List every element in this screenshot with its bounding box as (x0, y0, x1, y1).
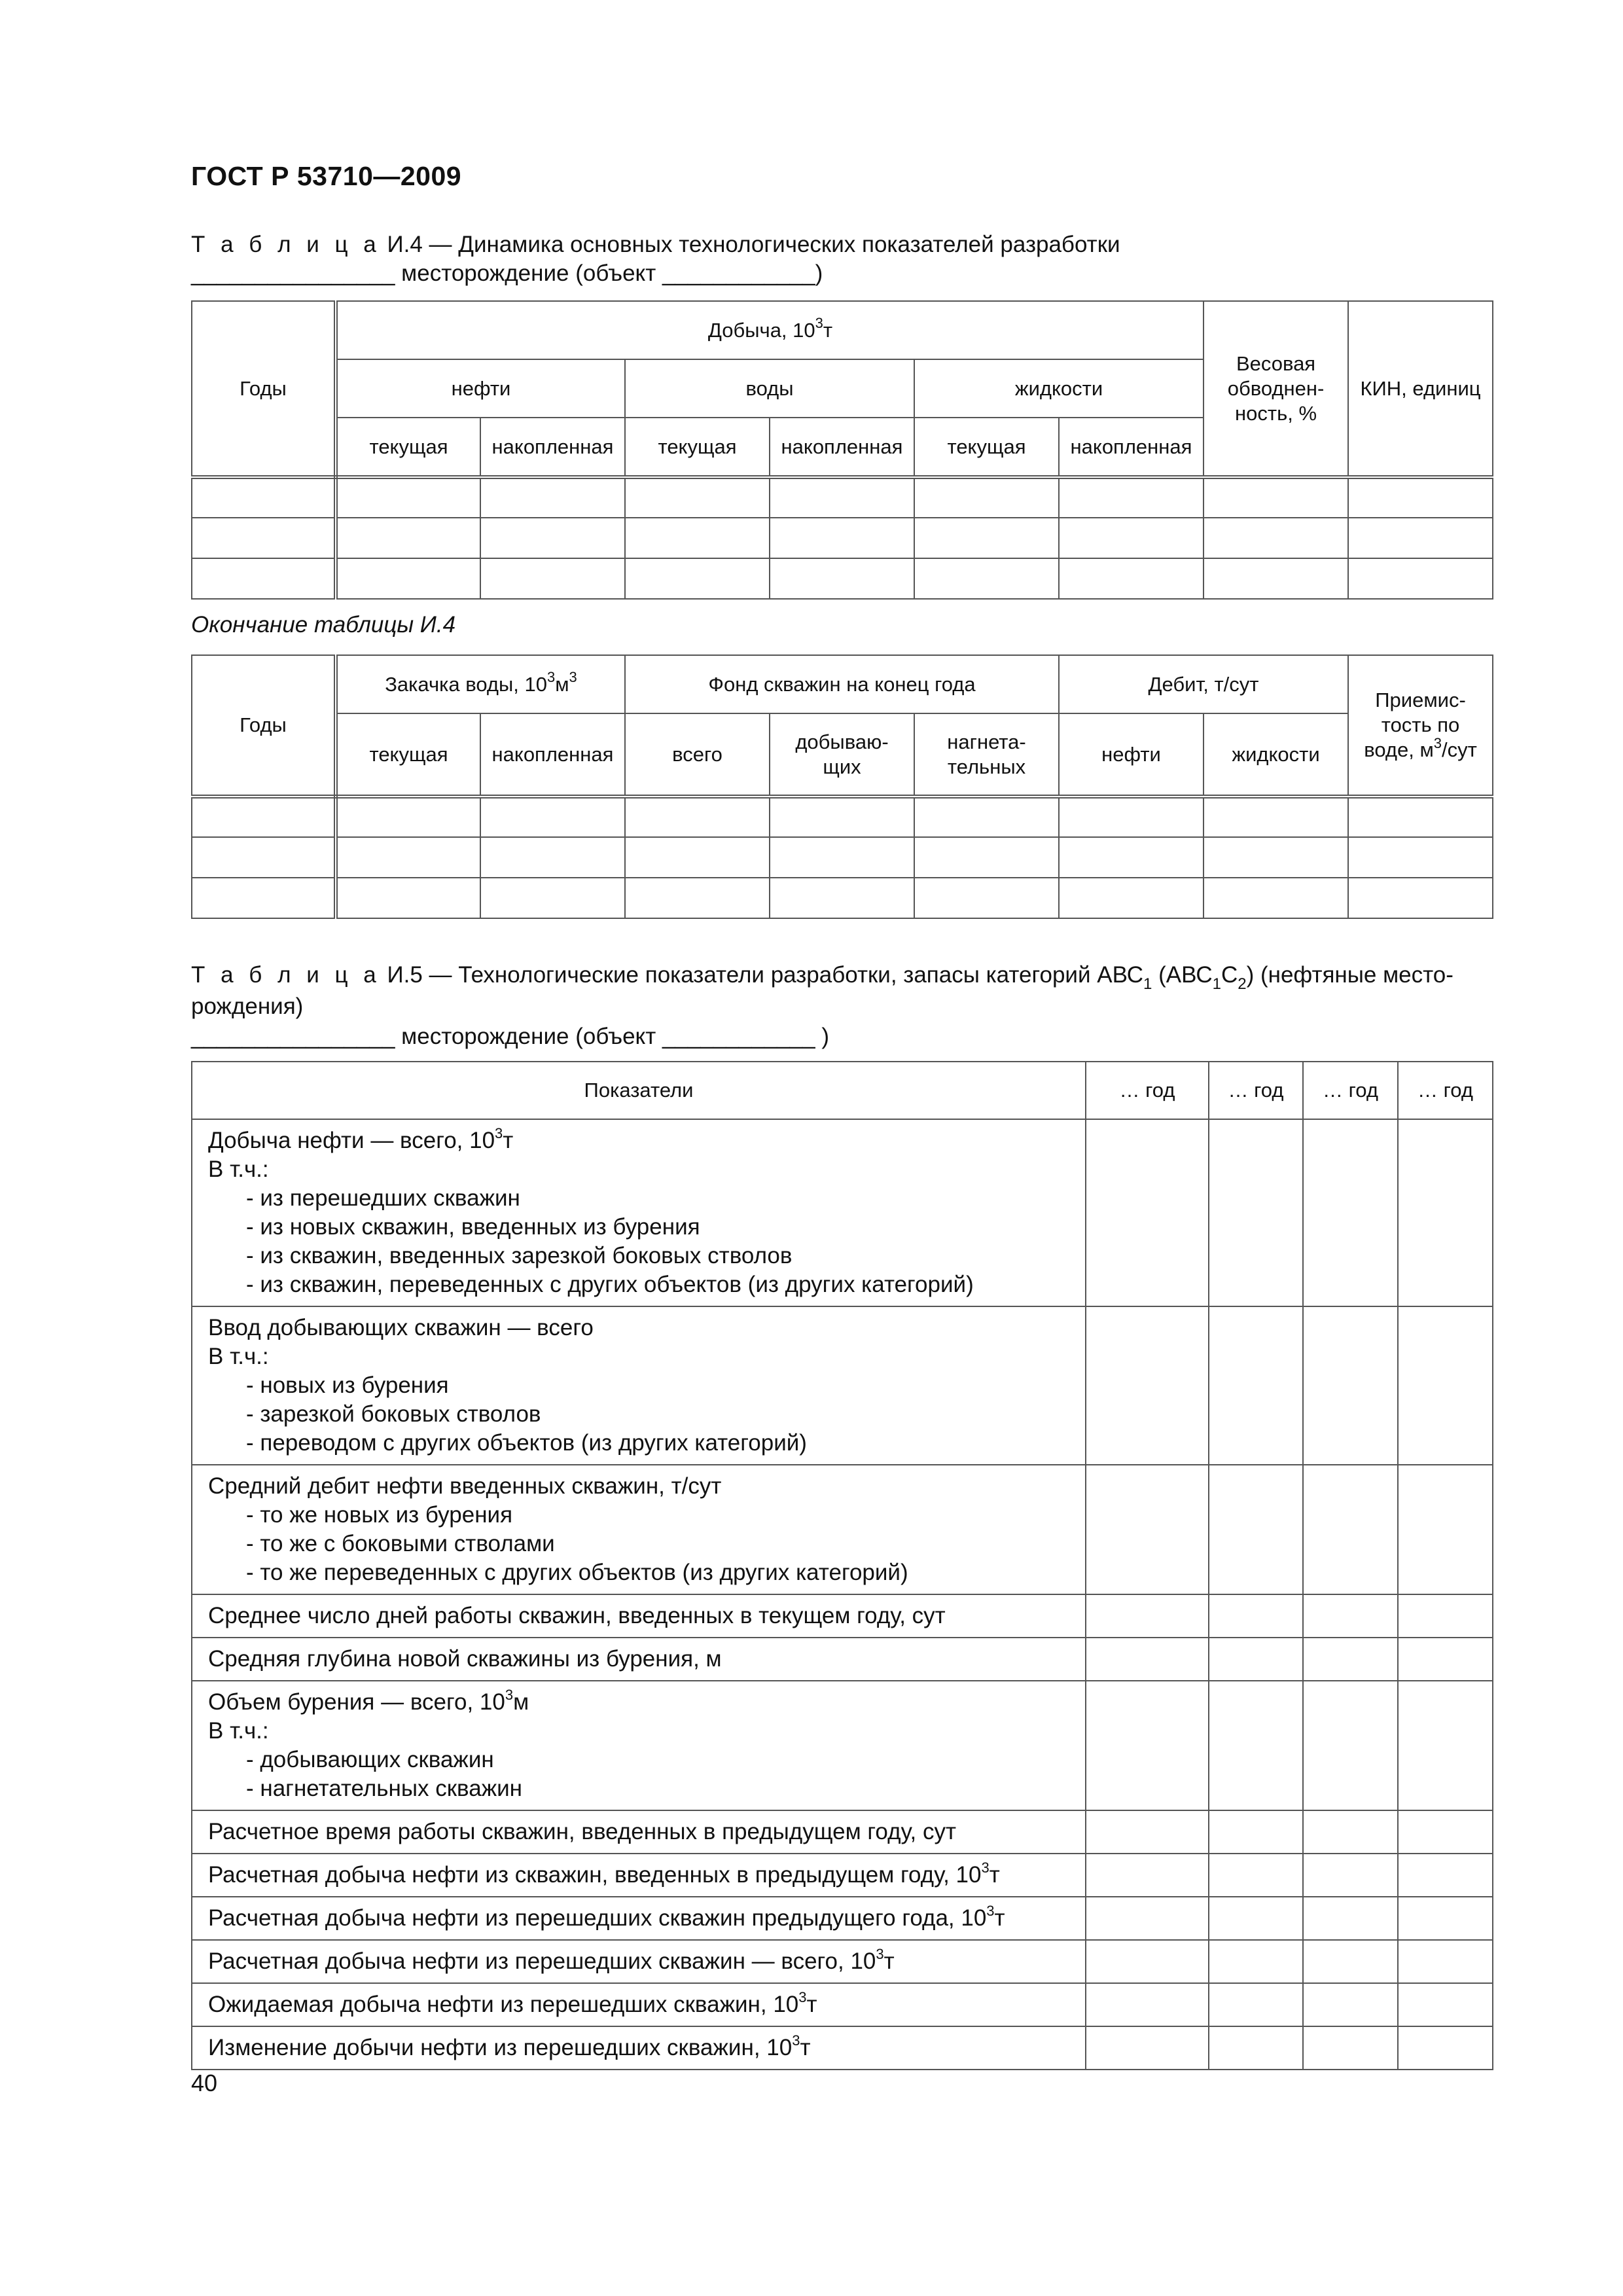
table-row (192, 1465, 1493, 1594)
table-row (192, 1594, 1493, 1638)
table-label: Т а б л и ц а (191, 962, 381, 988)
table-row (192, 837, 1493, 878)
indicator-cell: Объем бурения — всего, $10^3м$ В т.ч.: - добывающих скважин - нагнетательных скважин (192, 1681, 1086, 1810)
header-year: … год (1398, 1062, 1493, 1119)
header-rate: Дебит, т/сут (1059, 655, 1348, 713)
indicator-cell: Средняя глубина новой скважины из бурения, м (192, 1638, 1086, 1681)
header-total: всего (625, 713, 770, 797)
header-year: … год (1303, 1062, 1398, 1119)
header-current: текущая (336, 713, 480, 797)
header-current: текущая (625, 418, 770, 477)
table-i5-caption: Т а б л и ц а И.5 — Технологические показатели разработки, запасы категорий $АВС_1$ $(АВС_1С_2)$ (нефтяные место- рождения) ________________ месторождение (объект ____________ ) (191, 961, 1492, 1051)
page-number: 40 (191, 2070, 218, 2096)
table-row (192, 2026, 1493, 2070)
table-row (192, 1940, 1493, 1983)
header-oil: нефти (1059, 713, 1204, 797)
table-row (192, 1638, 1493, 1681)
table-label: Т а б л и ц а (191, 232, 381, 257)
indicator-cell: Ввод добывающих скважин — всего В т.ч.: - новых из бурения - зарезкой боковых стволов - переводом с других объектов (из других категорий) (192, 1306, 1086, 1465)
header-current: текущая (914, 418, 1059, 477)
indicator-cell: Добыча нефти — всего, $10^3т$ В т.ч.: - из перешедших скважин - из новых скважин, введенных из бурения - из скважин, введенных зарезкой боковых стволов - из скважин, переведенных с других объектов (из других категорий) (192, 1119, 1086, 1306)
table-row (192, 1983, 1493, 2026)
header-accumulated: накопленная (480, 713, 625, 797)
table-i4-caption (191, 230, 1120, 288)
indicator-cell: Расчетная добыча нефти из перешедших скважин предыдущего года, $10^3т$ (192, 1897, 1086, 1940)
indicator-cell: Расчетная добыча нефти из перешедших скважин — всего, $10^3т$ (192, 1940, 1086, 1983)
table-row (192, 518, 1493, 558)
indicator-cell: Изменение добычи нефти из перешедших скважин, $10^3т$ (192, 2026, 1086, 2070)
header-producing: добываю-щих (770, 713, 914, 797)
header-accumulated: накопленная (770, 418, 914, 477)
table-row (192, 1897, 1493, 1940)
document-header: ГОСТ Р 53710—2009 (191, 161, 462, 191)
header-injection: Закачка воды, $10^3м^3$ (336, 655, 625, 713)
header-production: Добыча, $10^3т$ (336, 301, 1204, 359)
table-i4-end (191, 655, 1493, 919)
table-row (192, 1306, 1493, 1465)
header-year: … год (1209, 1062, 1303, 1119)
continuation-caption: Окончание таблицы И.4 (191, 612, 456, 637)
header-accumulated: накопленная (480, 418, 625, 477)
header-oil: нефти (336, 359, 625, 418)
table-i4 (191, 300, 1493, 600)
table-row (192, 558, 1493, 599)
table-i5 (191, 1061, 1493, 2070)
table-row (192, 1119, 1493, 1306)
header-watercut: Весовая обводнен-ность, % (1204, 301, 1348, 477)
table-row (192, 1681, 1493, 1810)
header-current: текущая (336, 418, 480, 477)
header-year: … год (1086, 1062, 1209, 1119)
header-kin: КИН, единиц (1348, 301, 1493, 477)
table-row (192, 477, 1493, 518)
indicator-cell: Среднее число дней работы скважин, введенных в текущем году, сут (192, 1594, 1086, 1638)
header-accumulated: накопленная (1059, 418, 1204, 477)
header-intake: Приемис-тость по воде, $м^3$/сут (1348, 655, 1493, 797)
table-row (192, 878, 1493, 918)
header-liquid: жидкости (1204, 713, 1348, 797)
header-liquid: жидкости (914, 359, 1204, 418)
header-years: Годы (192, 301, 336, 477)
header-years: Годы (192, 655, 336, 797)
header-water: воды (625, 359, 914, 418)
table-row (192, 1854, 1493, 1897)
header-injecting: нагнета-тельных (914, 713, 1059, 797)
header-well-stock: Фонд скважин на конец года (625, 655, 1059, 713)
field-line: ________________ месторождение (объект ____________) (191, 260, 823, 286)
indicator-cell: Ожидаемая добыча нефти из перешедших скважин, $10^3т$ (192, 1983, 1086, 2026)
indicator-cell: Расчетное время работы скважин, введенных в предыдущем году, сут (192, 1810, 1086, 1854)
field-line: ________________ месторождение (объект ____________ ) (191, 1024, 829, 1049)
table-row (192, 797, 1493, 837)
table-title: И.4 — Динамика основных технологических показателей разработки (380, 232, 1120, 257)
indicator-cell: Средний дебит нефти введенных скважин, т/сут - то же новых из бурения - то же с боковыми стволами - то же переведенных с других объектов (из других категорий) (192, 1465, 1086, 1594)
indicator-cell: Расчетная добыча нефти из скважин, введенных в предыдущем году, $10^3т$ (192, 1854, 1086, 1897)
header-indicators: Показатели (192, 1062, 1086, 1119)
table-row (192, 1810, 1493, 1854)
